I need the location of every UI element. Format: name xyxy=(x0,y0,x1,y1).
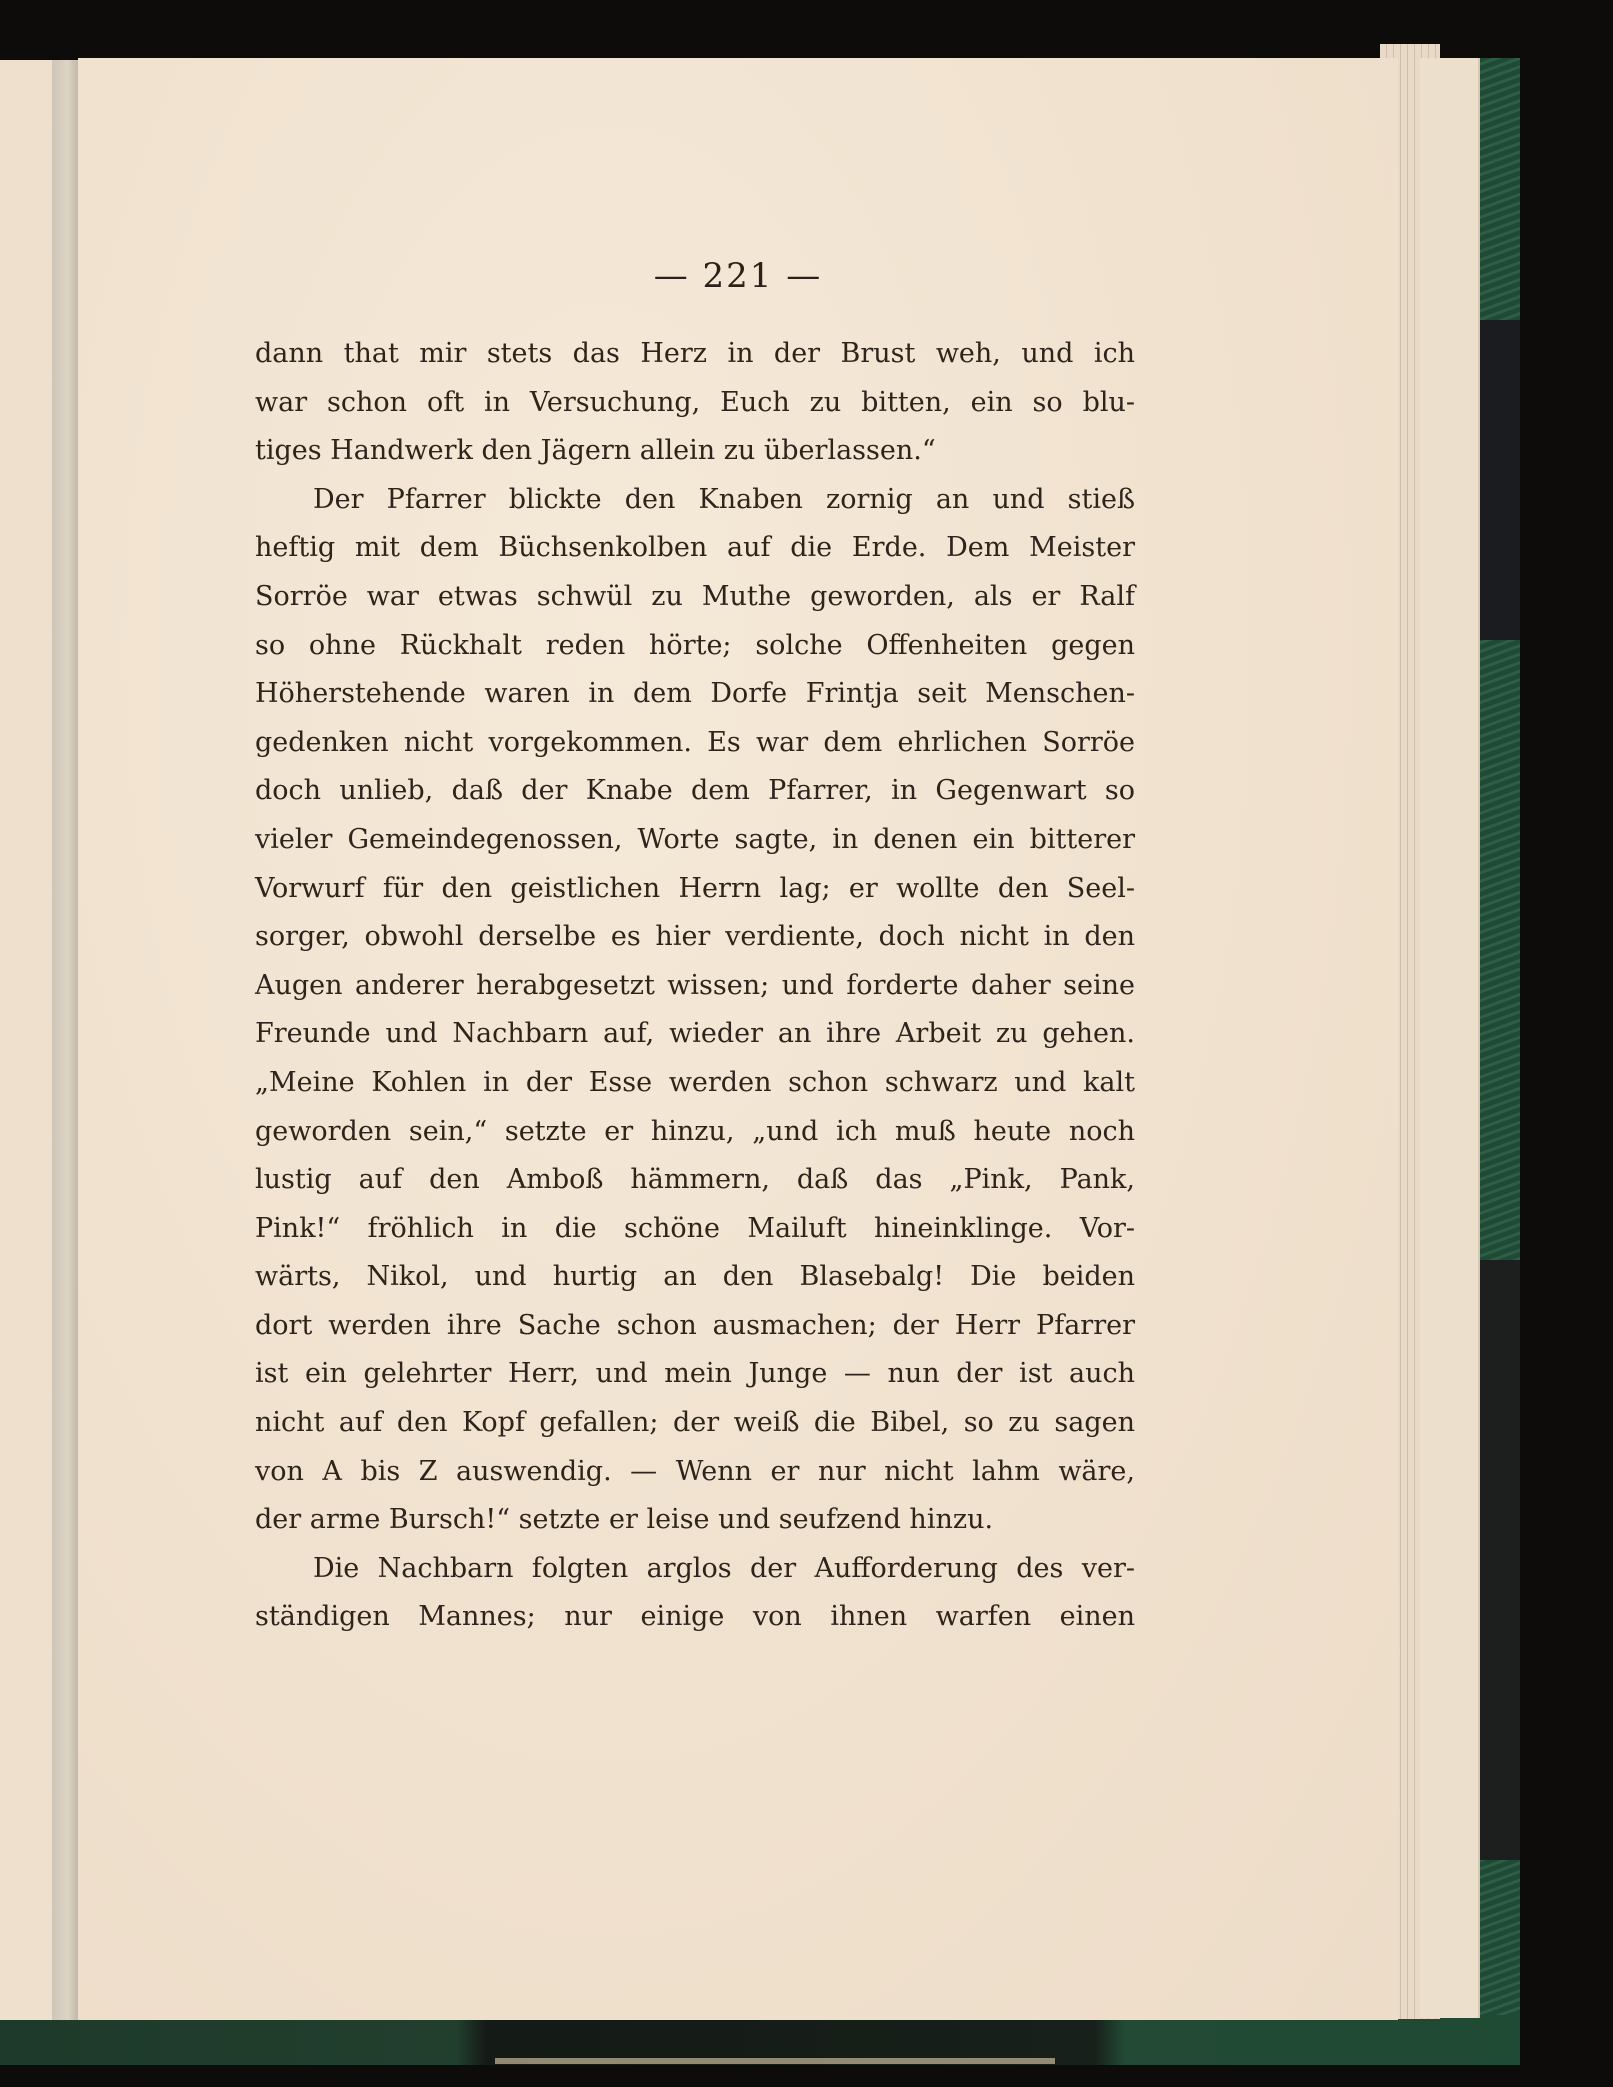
text-line: Vorwurf für den geistlichen Herrn lag; er wollte den Seel- xyxy=(255,872,1135,904)
text-line: wärts, Nikol, und hurtig an den Blasebalg! Die beiden xyxy=(255,1261,1135,1293)
book-cover-frayed-edge xyxy=(495,2058,1055,2064)
text-line: ist ein gelehrter Herr, und mein Junge — nun der ist auch xyxy=(255,1358,1135,1390)
text-line: Die Nachbarn folgten arglos der Aufforderung des ver- xyxy=(313,1552,1135,1584)
text-line: Pink!“ fröhlich in die schöne Mailuft hineinklinge. Vor- xyxy=(255,1212,1135,1244)
text-line: war schon oft in Versuchung, Euch zu bitten, ein so blu- xyxy=(255,386,1135,418)
text-line: sorger, obwohl derselbe es hier verdiente, doch nicht in den xyxy=(255,921,1135,953)
page-stack-edge xyxy=(1420,58,1480,2018)
text-line: vieler Gemeindegenossen, Worte sagte, in denen ein bitterer xyxy=(255,823,1135,855)
text-line: geworden sein,“ setzte er hinzu, „und ich muß heute noch xyxy=(255,1115,1135,1147)
text-line: Höherstehende waren in dem Dorfe Frintja seit Menschen- xyxy=(255,678,1135,710)
text-line: nicht auf den Kopf gefallen; der weiß die Bibel, so zu sagen xyxy=(255,1407,1135,1439)
left-page-sliver xyxy=(0,60,52,2020)
book-cover-worn-patch xyxy=(1478,320,1520,640)
book-cover-worn-patch xyxy=(1478,1260,1520,1860)
text-line: heftig mit dem Büchsenkolben auf die Erde. Dem Meister xyxy=(255,532,1135,564)
book-page xyxy=(78,58,1398,2020)
text-line: „Meine Kohlen in der Esse werden schon schwarz und kalt xyxy=(255,1066,1135,1098)
book-gutter xyxy=(52,60,78,2020)
text-line: ständigen Mannes; nur einige von ihnen warfen einen xyxy=(255,1601,1135,1633)
text-line: tiges Handwerk den Jägern allein zu überlassen.“ xyxy=(255,435,936,467)
text-line: dort werden ihre Sache schon ausmachen; der Herr Pfarrer xyxy=(255,1309,1135,1341)
text-line: von A bis Z auswendig. — Wenn er nur nicht lahm wäre, xyxy=(255,1455,1135,1487)
text-line: doch unlieb, daß der Knabe dem Pfarrer, in Gegenwart so xyxy=(255,775,1135,807)
text-line: lustig auf den Amboß hämmern, daß das „Pink, Pank, xyxy=(255,1164,1135,1196)
page-number: — 221 — xyxy=(653,256,823,296)
text-line: Augen anderer herabgesetzt wissen; und forderte daher seine xyxy=(255,969,1135,1001)
text-line: gedenken nicht vorgekommen. Es war dem ehrlichen Sorröe xyxy=(255,726,1135,758)
text-line: Der Pfarrer blickte den Knaben zornig an und stieß xyxy=(313,483,1135,515)
text-line: Sorröe war etwas schwül zu Muthe geworden, als er Ralf xyxy=(255,580,1135,612)
text-body xyxy=(255,330,1135,1642)
text-line: Freunde und Nachbarn auf, wieder an ihre Arbeit zu gehen. xyxy=(255,1018,1135,1050)
text-line: dann that mir stets das Herz in der Brust weh, und ich xyxy=(255,338,1135,369)
text-line: der arme Bursch!“ setzte er leise und seufzend hinzu. xyxy=(255,1504,994,1536)
text-line: so ohne Rückhalt reden hörte; solche Offenheiten gegen xyxy=(255,629,1135,661)
